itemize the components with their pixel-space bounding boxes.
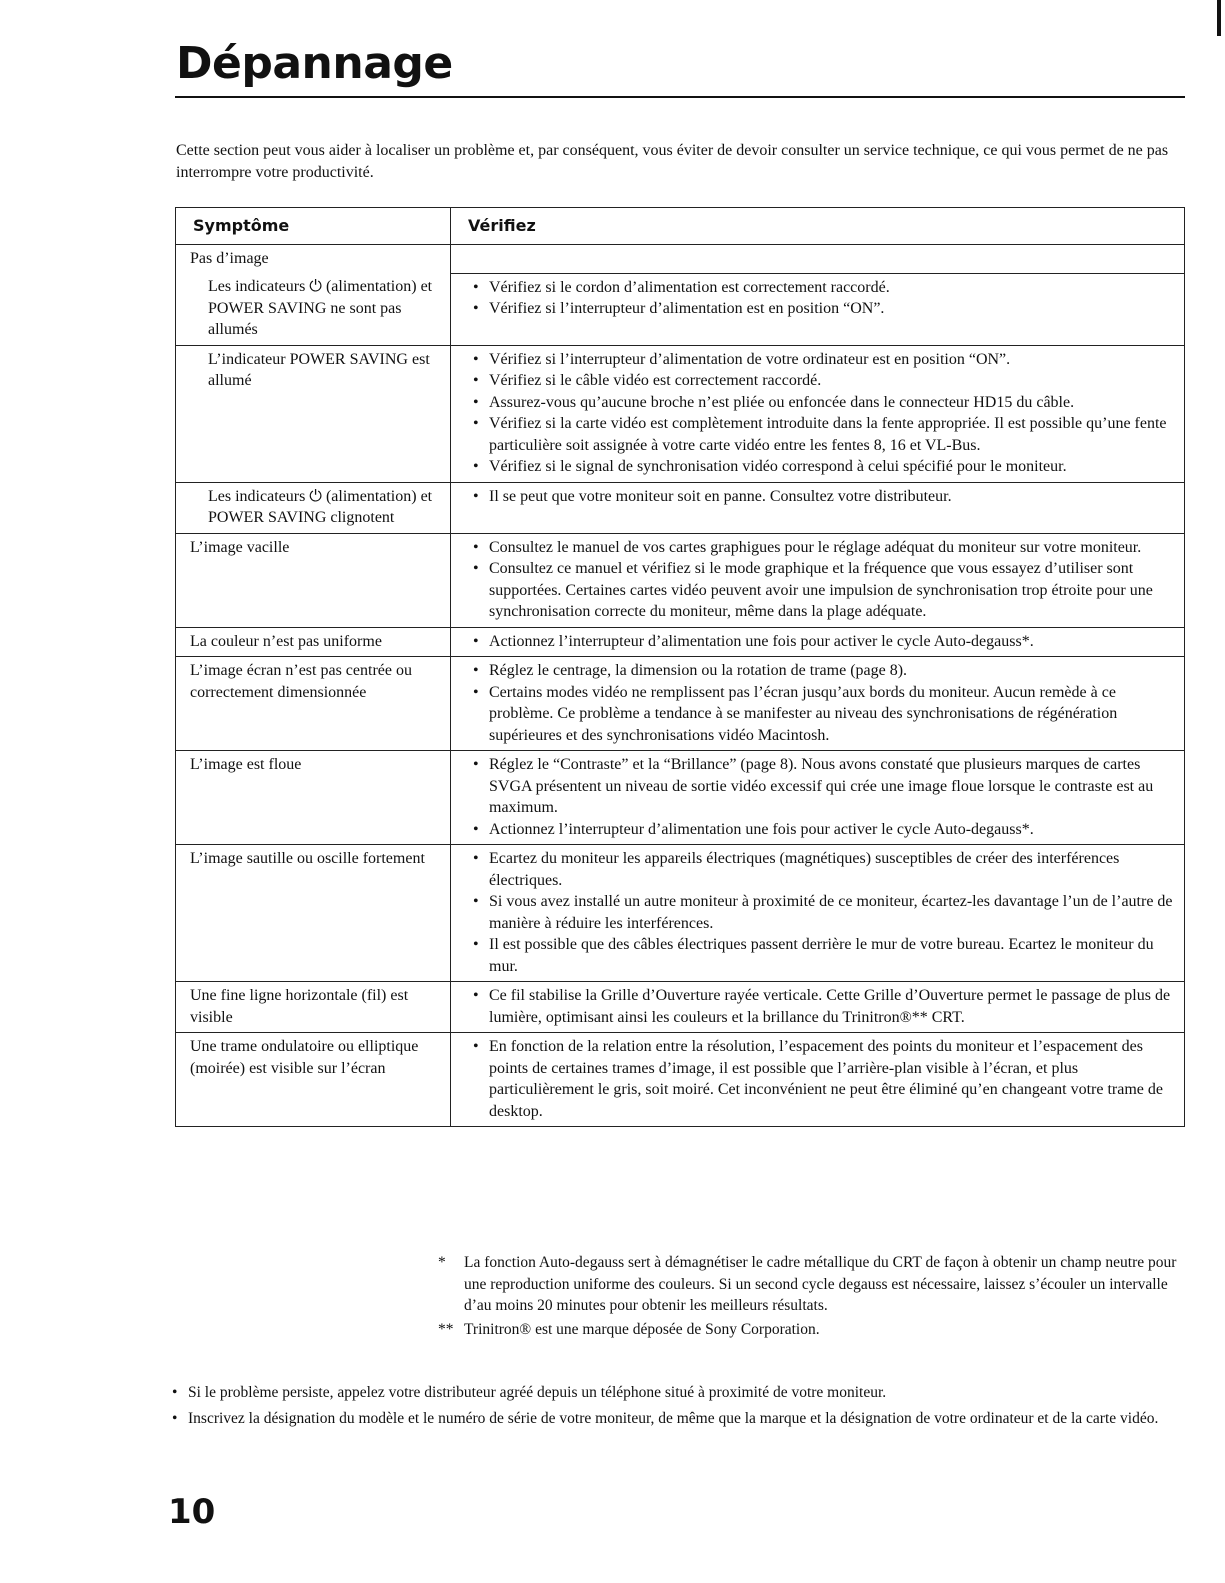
check-item: • Vérifiez si le signal de synchronisation vidéo correspond à celui spécifié pour le moniteur. (471, 456, 1176, 478)
symptom-text: L’image écran n’est pas centrée ou correctement dimensionnée (190, 662, 412, 701)
table-row (176, 273, 1185, 345)
check-item: • Ce fil stabilise la Grille d’Ouverture rayée verticale. Cette Grille d’Ouverture permet le passage de plus de lumière, optimisant ainsi les couleurs et la brillance du Trinitron®** CRT. (471, 985, 1176, 1028)
intro-paragraph: Cette section peut vous aider à localiser un problème et, par conséquent, vous éviter de devoir consulter un service technique, ce qui vous permet de ne pas interrompre votre productivité. (176, 142, 1169, 181)
page-number: 10 (168, 1492, 216, 1532)
table-row (176, 627, 1185, 657)
symptom-cell (176, 982, 451, 1033)
check-cell (451, 982, 1185, 1033)
footnote-marker: ** (438, 1320, 454, 1338)
footnote-text: La fonction Auto-degauss sert à démagnétiser le cadre métallique du CRT de façon à obtenir un champ neutre pour une reproduction uniforme des couleurs. Si un second cycle degauss est nécessaire, laissez s’écouler un intervalle d’au moins 20 minutes pour obtenir les meilleurs résultats. (464, 1254, 1177, 1314)
footnote (438, 1252, 1183, 1317)
header-check: Vérifiez (451, 208, 1185, 245)
bottom-note-item: • Inscrivez la désignation du modèle et le numéro de série de votre moniteur, de même que la marque et la désignation de votre ordinateur et de la carte vidéo. (170, 1408, 1180, 1430)
symptom-text: Les indicateurs ⏻ (alimentation) et POWER SAVING clignotent (208, 487, 433, 526)
check-cell (451, 845, 1185, 982)
troubleshooting-table (175, 207, 1185, 1127)
symptom-cell (176, 244, 451, 273)
footnotes (438, 1252, 1183, 1342)
check-item: • Il se peut que votre moniteur soit en panne. Consultez votre distributeur. (471, 486, 1176, 508)
symptom-text: Une trame ondulatoire ou elliptique (moirée) est visible sur l’écran (190, 1038, 419, 1077)
check-cell (451, 273, 1185, 345)
check-item: • Vérifiez si le câble vidéo est correctement raccordé. (471, 370, 1176, 392)
check-cell (451, 345, 1185, 482)
check-item: • Vérifiez si la carte vidéo est complètement introduite dans la fente appropriée. Il est possible qu’une fente particulière soit assignée à votre carte vidéo entre les fentes 8, 16 et VL-Bus. (471, 413, 1176, 456)
check-item: • Consultez le manuel de vos cartes graphigues pour le réglage adéquat du moniteur sur votre moniteur. (471, 537, 1176, 559)
bottom-notes (170, 1382, 1180, 1434)
check-cell (451, 482, 1185, 533)
symptom-cell (176, 657, 451, 751)
symptom-text: Les indicateurs ⏻ (alimentation) et POWER SAVING ne sont pas allumés (208, 278, 433, 338)
check-item: • Vérifiez si l’interrupteur d’alimentation de votre ordinateur est en position “ON”. (471, 349, 1176, 371)
check-item: • Il est possible que des câbles électriques passent derrière le mur de votre bureau. Ecartez le moniteur du mur. (471, 934, 1176, 977)
page-edge-mark (1217, 0, 1221, 36)
check-cell (451, 751, 1185, 845)
symptom-cell (176, 345, 451, 482)
symptom-cell (176, 482, 451, 533)
table-row (176, 345, 1185, 482)
table-row (176, 845, 1185, 982)
table-row (176, 657, 1185, 751)
symptom-text: L’image vacille (190, 538, 290, 556)
header-symptom: Symptôme (176, 208, 451, 245)
table-row (176, 982, 1185, 1033)
symptom-text: La couleur n’est pas uniforme (190, 632, 382, 650)
check-item: • Actionnez l’interrupteur d’alimentation une fois pour activer le cycle Auto-degauss*. (471, 631, 1176, 653)
bottom-note-item: • Si le problème persiste, appelez votre distributeur agréé depuis un téléphone situé à proximité de votre moniteur. (170, 1382, 1180, 1404)
table-row (176, 482, 1185, 533)
symptom-text: L’indicateur POWER SAVING est allumé (208, 350, 430, 389)
footnote-text: Trinitron® est une marque déposée de Sony Corporation. (464, 1320, 820, 1338)
check-cell (451, 533, 1185, 627)
symptom-text: L’image sautille ou oscille fortement (190, 850, 425, 867)
check-item: • Réglez le centrage, la dimension ou la rotation de trame (page 8). (471, 660, 1176, 682)
symptom-cell (176, 845, 451, 982)
check-item: • Consultez ce manuel et vérifiez si le mode graphique et la fréquence que vous essayez d’utiliser sont supportées. Certaines cartes vidéo peuvent avoir une impulsion de synchronisation trop étroite pour une synchronisation correcte du moniteur, même dans la plage adéquate. (471, 558, 1176, 623)
table-row (176, 751, 1185, 845)
table-row (176, 1033, 1185, 1127)
symptom-text: Pas d’image (190, 249, 269, 267)
check-item: • Réglez le “Contraste” et la “Brillance” (page 8). Nous avons constaté que plusieurs marques de cartes SVGA présentent un niveau de sortie vidéo excessif qui crée une image floue lorsque le contraste est au maximum. (471, 754, 1176, 819)
check-item: • Assurez-vous qu’aucune broche n’est pliée ou enfoncée dans le connecteur HD15 du câble. (471, 392, 1176, 414)
check-item: • Actionnez l’interrupteur d’alimentation une fois pour activer le cycle Auto-degauss*. (471, 819, 1176, 841)
check-item: • Ecartez du moniteur les appareils électriques (magnétiques) susceptibles de créer des interférences électriques. (471, 848, 1176, 891)
title-underline (175, 96, 1185, 98)
symptom-cell (176, 533, 451, 627)
symptom-cell (176, 1033, 451, 1127)
check-item: • Si vous avez installé un autre moniteur à proximité de ce moniteur, écartez-les davantage l’un de l’autre de manière à réduire les interférences. (471, 891, 1176, 934)
symptom-text: L’image est floue (190, 756, 302, 773)
symptom-cell (176, 273, 451, 345)
check-cell (451, 1033, 1185, 1127)
check-item: • Vérifiez si le cordon d’alimentation est correctement raccordé. (471, 277, 1176, 299)
check-cell (451, 244, 1185, 273)
check-item: • Certains modes vidéo ne remplissent pas l’écran jusqu’aux bords du moniteur. Aucun remède à ce problème. Ce problème a tendance à se manifester au niveau des synchronisations de régénération supérieures et des synchronisations vidéo Macintosh. (471, 682, 1176, 747)
footnote (438, 1319, 1183, 1341)
symptom-cell (176, 751, 451, 845)
page-title: Dépannage (176, 38, 453, 89)
check-cell (451, 657, 1185, 751)
table-header-row (176, 208, 1185, 245)
table-row (176, 244, 1185, 273)
table-row (176, 533, 1185, 627)
check-cell (451, 627, 1185, 657)
footnote-marker: * (438, 1254, 446, 1271)
symptom-text: Une fine ligne horizontale (fil) est visible (190, 987, 409, 1026)
symptom-cell (176, 627, 451, 657)
check-item: • Vérifiez si l’interrupteur d’alimentation est en position “ON”. (471, 298, 1176, 320)
check-item: • En fonction de la relation entre la résolution, l’espacement des points du moniteur et l’espacement des points de certaines trames d’image, il est possible que l’arrière-plan visible à l’écran, et plus particulièrement le gris, soit moiré. Cet inconvénient ne peut être éliminé qu’en changeant votre trame de desktop. (471, 1036, 1176, 1122)
